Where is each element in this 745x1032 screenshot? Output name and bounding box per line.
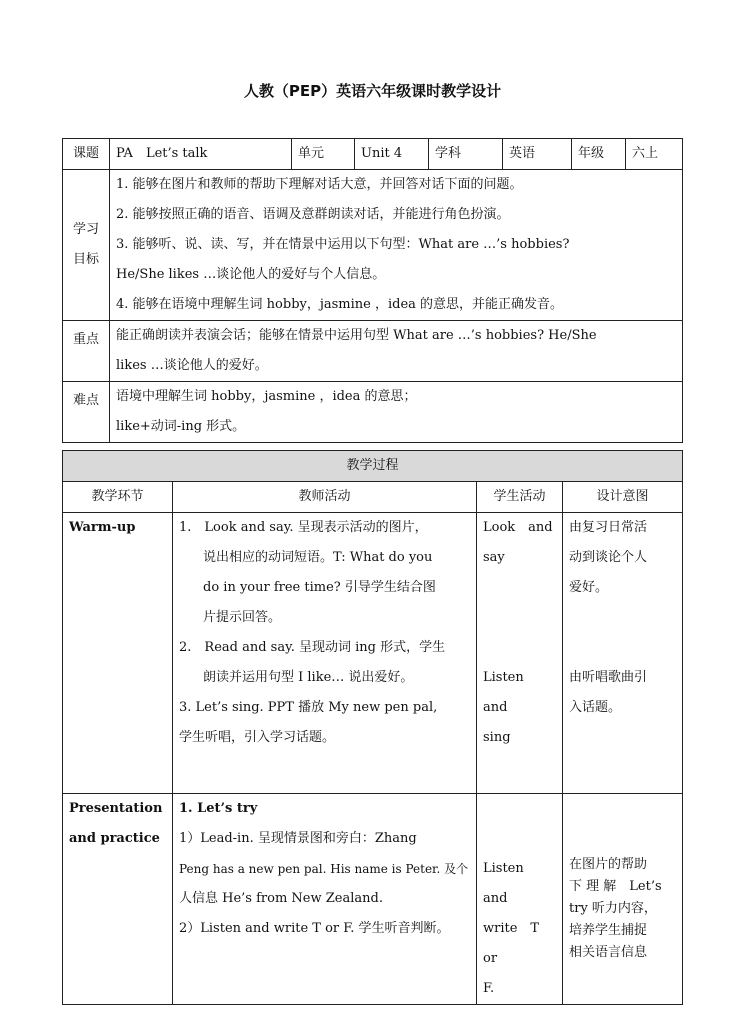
teacher-line: 1）Lead-in. 呈现情景图和旁白：Zhang [179,831,417,846]
process-title-row [63,451,683,482]
key-points-label: 重点 [63,321,110,382]
grade-label: 年级 [572,139,626,170]
warmup-teacher [173,513,477,794]
student-line: sing [483,730,511,745]
presentation-stage-line2: and practice [69,831,160,846]
presentation-stage [63,794,173,1005]
student-line: say [483,550,505,565]
difficulties-content [110,382,683,443]
warmup-student [477,513,563,794]
goal-line: 3. 能够听、说、读、写，并在情景中运用以下句型：What are …’s hobbies? [116,237,570,252]
intent-line: 培养学生捕捉 [569,923,648,938]
teacher-line: 1. Let’s try [179,801,258,816]
intent-line: 爱好。 [569,580,609,595]
course-value: PA Let’s talk [110,139,292,170]
spacer [483,824,556,854]
intent-line: 动到谈论个人 [569,550,648,565]
teacher-line: 2. Read and say. 呈现动词 ing 形式，学生 [179,640,446,655]
key-points-row [63,321,683,382]
intent-line: 相关语言信息 [569,945,648,960]
course-label: 课题 [63,139,110,170]
intent-line: 下 理 解 Let’s [569,879,662,894]
teacher-line: 朗读并运用句型 I like… 说出爱好。 [203,670,414,685]
teacher-line: 2）Listen and write T or F. 学生听音判断。 [179,921,450,936]
info-table [62,138,683,443]
header-intent: 设计意图 [563,482,683,513]
process-header-row [63,482,683,513]
intent-line: 由复习日常活 [569,520,648,535]
unit-value: Unit 4 [355,139,429,170]
header-teacher: 教师活动 [173,482,477,513]
warmup-row [63,513,683,794]
teacher-line: 3. Let’s sing. PPT 播放 My new pen pal, [179,700,438,715]
key-points-content [110,321,683,382]
goal-line: 2. 能够按照正确的语音、语调及意群朗读对话，并能进行角色扮演。 [116,207,510,222]
presentation-teacher [173,794,477,1005]
goals-label-line2: 目标 [72,252,99,267]
process-title: 教学过程 [63,451,683,482]
spacer [569,603,676,633]
presentation-row [63,794,683,1005]
header-stage: 教学环节 [63,482,173,513]
goal-line: He/She likes …谈论他人的爱好与个人信息。 [116,267,386,282]
difficulty-line: like+动词-ing 形式。 [116,419,246,434]
spacer [569,633,676,663]
teacher-line: 人信息 He’s from New Zealand. [179,891,383,906]
intent-line: 在图片的帮助 [569,857,648,872]
subject-value: 英语 [503,139,572,170]
student-line: write T or [483,921,553,966]
spacer [483,794,556,824]
teacher-line: 说出相应的动词短语。T: What do you [203,550,433,565]
goal-line: 1. 能够在图片和教师的帮助下理解对话大意，并回答对话下面的问题。 [116,177,523,192]
header-student: 学生活动 [477,482,563,513]
teacher-line: 1. Look and say. 呈现表示活动的图片， [179,520,428,535]
goals-label-line1: 学习 [72,222,99,237]
student-line: Look and [483,520,553,535]
grade-value: 六上 [626,139,683,170]
process-table [62,450,683,1005]
teacher-line: do in your free time? 引导学生结合图 [203,580,436,595]
teacher-line: 学生听唱，引入学习话题。 [179,730,336,745]
subject-label: 学科 [429,139,503,170]
info-row [63,139,683,170]
goals-content [110,170,683,321]
presentation-intent [563,794,683,1005]
teacher-line: Peng has a new pen pal. His name is Peter. 及个 [179,862,469,876]
page-title: 人教（PEP）英语六年级课时教学设计 [243,82,502,100]
student-line: Listen and [483,670,537,715]
student-line: F. [483,981,495,996]
goals-label [63,170,110,321]
intent-line: try 听力内容， [569,901,657,916]
student-line: Listen and [483,861,537,906]
warmup-intent [563,513,683,794]
difficulties-label: 难点 [63,382,110,443]
difficulty-line: 语境中理解生词 hobby，jasmine ，idea 的意思； [116,389,417,404]
goal-line: 4. 能够在语境中理解生词 hobby，jasmine ，idea 的意思，并能正确发音。 [116,297,564,312]
difficulties-row [63,382,683,443]
spacer [483,633,556,663]
key-point-line: 能正确朗读并表演会话；能够在情景中运用句型 What are …’s hobbies? He/She [116,328,597,343]
goals-row [63,170,683,321]
intent-line: 入话题。 [569,700,622,715]
unit-label: 单元 [292,139,355,170]
spacer [483,603,556,633]
intent-line: 由听唱歌曲引 [569,670,648,685]
presentation-student [477,794,563,1005]
presentation-stage-line1: Presentation [69,801,163,816]
spacer [483,573,556,603]
warmup-stage: Warm-up [63,513,173,794]
key-point-line: likes …谈论他人的爱好。 [116,358,268,373]
teacher-line: 片提示回答。 [203,610,282,625]
